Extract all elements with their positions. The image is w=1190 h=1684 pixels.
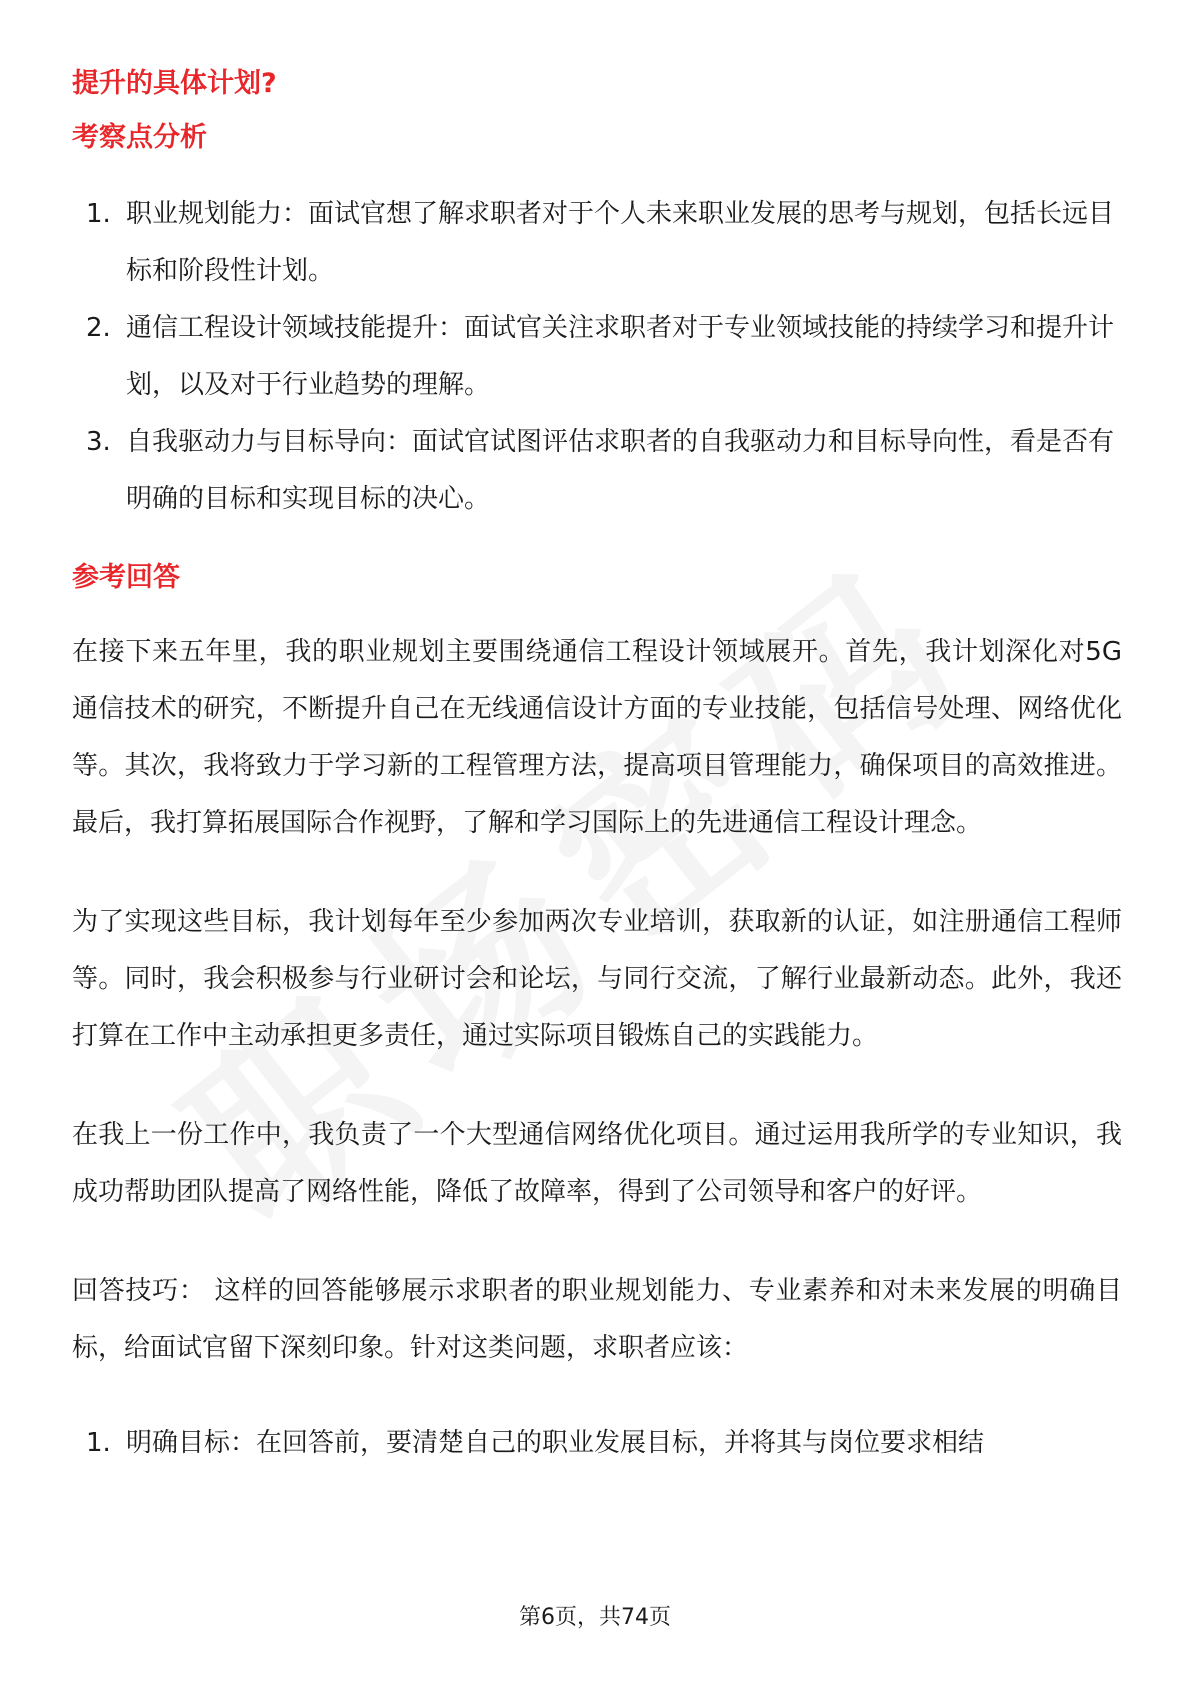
analysis-heading: 考察点分析 [72,122,207,153]
list-text: 通信工程设计领域技能提升：面试官关注求职者对于专业领域技能的持续学习和提升计划，以及对于行业趋势的理解。 [126,313,1115,400]
list-text: 明确目标：在回答前，要清楚自己的职业发展目标，并将其与岗位要求相结 [126,1428,985,1458]
list-number: 1. [86,1428,111,1458]
list-item [72,186,1122,300]
list-number: 2. [86,313,111,343]
list-number: 1. [86,199,111,229]
list-text: 职业规划能力：面试官想了解求职者对于个人未来职业发展的思考与规划，包括长远目标和阶段性计划。 [126,199,1115,286]
tips-list [72,1415,1122,1472]
answer-paragraph: 为了实现这些目标，我计划每年至少参加两次专业培训，获取新的认证，如注册通信工程师等。同时，我会积极参与行业研讨会和论坛，与同行交流，了解行业最新动态。此外，我还打算在工作中主动承担更多责任，通过实际项目锻炼自己的实践能力。 [72,907,1122,1051]
answer-tips-paragraph: 回答技巧： 这样的回答能够展示求职者的职业规划能力、专业素养和对未来发展的明确目标，给面试官留下深刻印象。针对这类问题，求职者应该： [72,1276,1122,1363]
answer-paragraph: 在我上一份工作中，我负责了一个大型通信网络优化项目。通过运用我所学的专业知识，我成功帮助团队提高了网络性能，降低了故障率，得到了公司领导和客户的好评。 [72,1120,1122,1207]
analysis-list [72,186,1122,528]
list-item [72,300,1122,414]
answer-paragraph: 在接下来五年里，我的职业规划主要围绕通信工程设计领域展开。首先，我计划深化对5G通信技术的研究，不断提升自己在无线通信设计方面的专业技能，包括信号处理、网络优化等。其次，我将致力于学习新的工程管理方法，提高项目管理能力，确保项目的高效推进。最后，我打算拓展国际合作视野，了解和学习国际上的先进通信工程设计理念。 [72,637,1122,838]
question-title: 提升的具体计划? [72,68,277,99]
list-number: 3. [86,427,111,457]
page-footer: 第6页，共74页 [519,1605,671,1630]
answer-heading: 参考回答 [72,562,180,593]
list-item [72,1415,1122,1472]
list-item [72,414,1122,528]
list-text: 自我驱动力与目标导向：面试官试图评估求职者的自我驱动力和目标导向性，看是否有明确的目标和实现目标的决心。 [126,427,1115,514]
page-content [72,56,1122,1472]
